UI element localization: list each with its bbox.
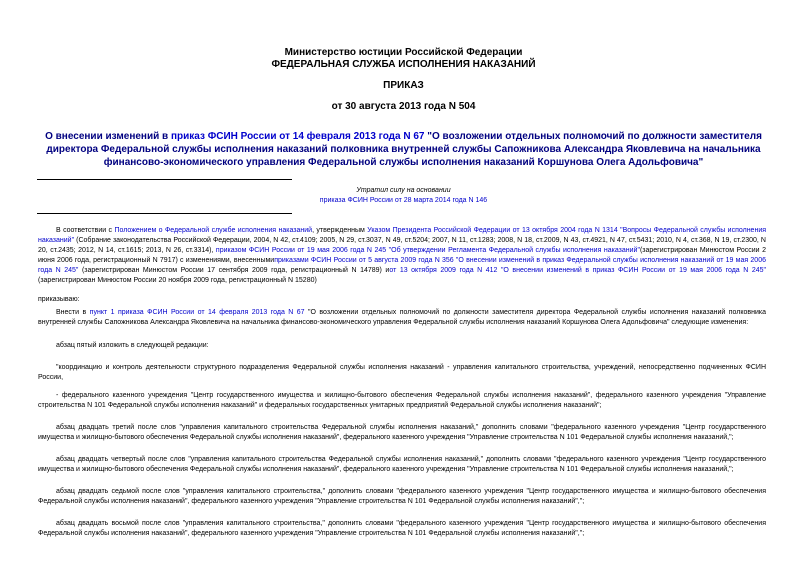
p2-text-1: Внести в xyxy=(56,309,90,316)
p2-link-order-67[interactable]: пункт 1 приказа ФСИН России от 14 февраля 2013 года N 67 xyxy=(89,309,305,316)
p6-text: абзац двадцать третий после слов "управления капитального строительства Федеральной службы исполнения наказаний," дополнить словами "федерального казенного учреждения "Центр государственного имущества и жилищно-бытового обеспечения Федеральной службы исполнения наказаний", федерального казенного учреждения "Управление строительства N 101 Федеральной службы исполнения наказаний,"; xyxy=(38,424,766,441)
p9-text: абзац двадцать восьмой после слов "управления капитального строительства," дополнить словами "федерального казенного учреждения "Центр государственного имущества и жилищно-бытового обеспечения Федеральной службы исполнения наказаний", федерального казенного учреждения "Управление строительства N 101 Федеральной службы исполнения наказаний","; xyxy=(38,520,766,537)
paragraph-23 xyxy=(38,423,766,443)
p1-link-regulation[interactable]: Положением о Федеральной службе исполнения наказаний xyxy=(114,227,313,234)
paragraph-fifth xyxy=(38,341,766,351)
divider-top xyxy=(37,179,292,180)
p4-text: "координацию и контроль деятельности структурного подразделения Федеральной службы исполнения наказаний - управления капитального строительства, учреждений, непосредственно подчиненных ФСИН России, xyxy=(38,364,766,381)
document-title xyxy=(40,130,767,169)
order-word: приказываю: xyxy=(38,296,80,303)
p1-text-1: В соответствии с xyxy=(56,227,115,234)
status-line: Утратил силу на основании xyxy=(356,187,451,194)
date-number-heading: от 30 августа 2013 года N 504 xyxy=(331,101,476,112)
p1-link-order-412[interactable]: от 13 октября 2009 года N 412 "О внесении изменений в приказ ФСИН России от 19 мая 2006 года N 245" xyxy=(389,267,766,274)
paragraph-coordination xyxy=(38,363,766,383)
title-order-link[interactable]: приказ ФСИН России от 14 февраля 2013 года N 67 xyxy=(170,131,425,142)
p2-text-2: "О возложении отдельных полномочий по должности заместителя директора Федеральной службы исполнения наказаний полковника внутренней службы Сапожникова Александра Яковлевича на начальника финансово-экономического управления Федеральной службы исполнения наказаний Коршунова Олега Адольфовича" следующие изменения: xyxy=(38,309,766,326)
p1-text-2: , утвержденным xyxy=(312,227,368,234)
p3-text: абзац пятый изложить в следующей редакции: xyxy=(56,342,209,349)
doc-type-heading: ПРИКАЗ xyxy=(383,80,424,91)
divider-bottom xyxy=(37,213,292,214)
p5-text: - федерального казенного учреждения "Центр государственного имущества и жилищно-бытового обеспечения Федеральной службы исполнения наказаний", федерального казенного учреждения "Управление строительства N 101 Федеральной службы исполнения наказаний" и федеральных государственных унитарных предприятий Федеральной службы исполнения наказаний"; xyxy=(38,392,766,409)
p1-text-6: (зарегистрирован Минюстом России 20 ноября 2009 года, регистрационный N 15280) xyxy=(38,277,317,284)
status-repeal-link[interactable]: приказа ФСИН России от 28 марта 2014 года N 146 xyxy=(319,197,488,204)
paragraph-institutions xyxy=(38,391,766,411)
p1-link-order-356[interactable]: приказами ФСИН России от 5 августа 2009 года N 356 "О внесении изменений в приказ Федеральной службы исполнения наказаний от 19 мая 2006 года N 245" xyxy=(38,257,766,274)
p1-text-4: (зарегистрирован Минюстом России 2 июня 2006 года, регистрационный N 7917) с изменениями, внесенными xyxy=(38,247,766,264)
p1-text-5: (зарегистрирован Минюстом России 17 сентября 2009 года, регистрационный N 14789) и xyxy=(78,267,390,274)
p7-text: абзац двадцать четвертый после слов "управления капитального строительства Федеральной службы исполнения наказаний," дополнить словами "федерального казенного учреждения "Центр государственного имущества и жилищно-бытового обеспечения Федеральной службы исполнения наказаний", федерального казенного учреждения "Управление строительства N 101 Федеральной службы исполнения наказаний,"; xyxy=(38,456,766,473)
title-rest: "О возложении отдельных полномочий по должности заместителя директора Федеральной службы исполнения наказаний полковника внутренней службы Сапожникова Александра Яковлевича на начальника финансово-экономического управления Федеральной службы исполнения наказаний Коршунова Олега Адольфовича" xyxy=(46,131,762,168)
p1-text-3: (Собрание законодательства Российской Федерации, 2004, N 42, ст.4109; 2005, N 29, ст.3037, N 49, ст.5204; 2007, N 11, ст.1283; 2008, N 18, ст.2009, N 43, ст.4921, N 47, ст.5431; 2010, N 4, ст.368, N 19, ст.2300, N 20, ст.2435; 2012, N 14, ст.1615; 2013, N 26, ст.3314), xyxy=(38,237,766,254)
p1-link-decree[interactable]: Указом Президента Российской Федерации от 13 октября 2004 года N 1314 "Вопросы Федеральной службы исполнения наказаний" xyxy=(38,227,767,244)
paragraph-28 xyxy=(38,519,766,539)
p8-text: абзац двадцать седьмой после слов "управления капитального строительства," дополнить словами "федерального казенного учреждения "Центр государственного имущества и жилищно-бытового обеспечения Федеральной службы исполнения наказаний", федерального казенного учреждения "Управление строительства N 101 Федеральной службы исполнения наказаний","; xyxy=(38,488,766,505)
ministry-heading: Министерство юстиции Российской Федерации xyxy=(284,47,523,58)
paragraph-24 xyxy=(38,455,766,475)
paragraph-amend xyxy=(38,308,766,328)
title-prefix: О внесении изменений в xyxy=(45,131,171,142)
service-heading: ФЕДЕРАЛЬНАЯ СЛУЖБА ИСПОЛНЕНИЯ НАКАЗАНИЙ xyxy=(271,59,536,70)
p1-link-order-245[interactable]: приказом ФСИН России от 19 мая 2006 года N 245 "Об утверждении Регламента Федеральной службы исполнения наказаний" xyxy=(215,247,640,254)
paragraph-basis xyxy=(38,226,766,286)
paragraph-27 xyxy=(38,487,766,507)
